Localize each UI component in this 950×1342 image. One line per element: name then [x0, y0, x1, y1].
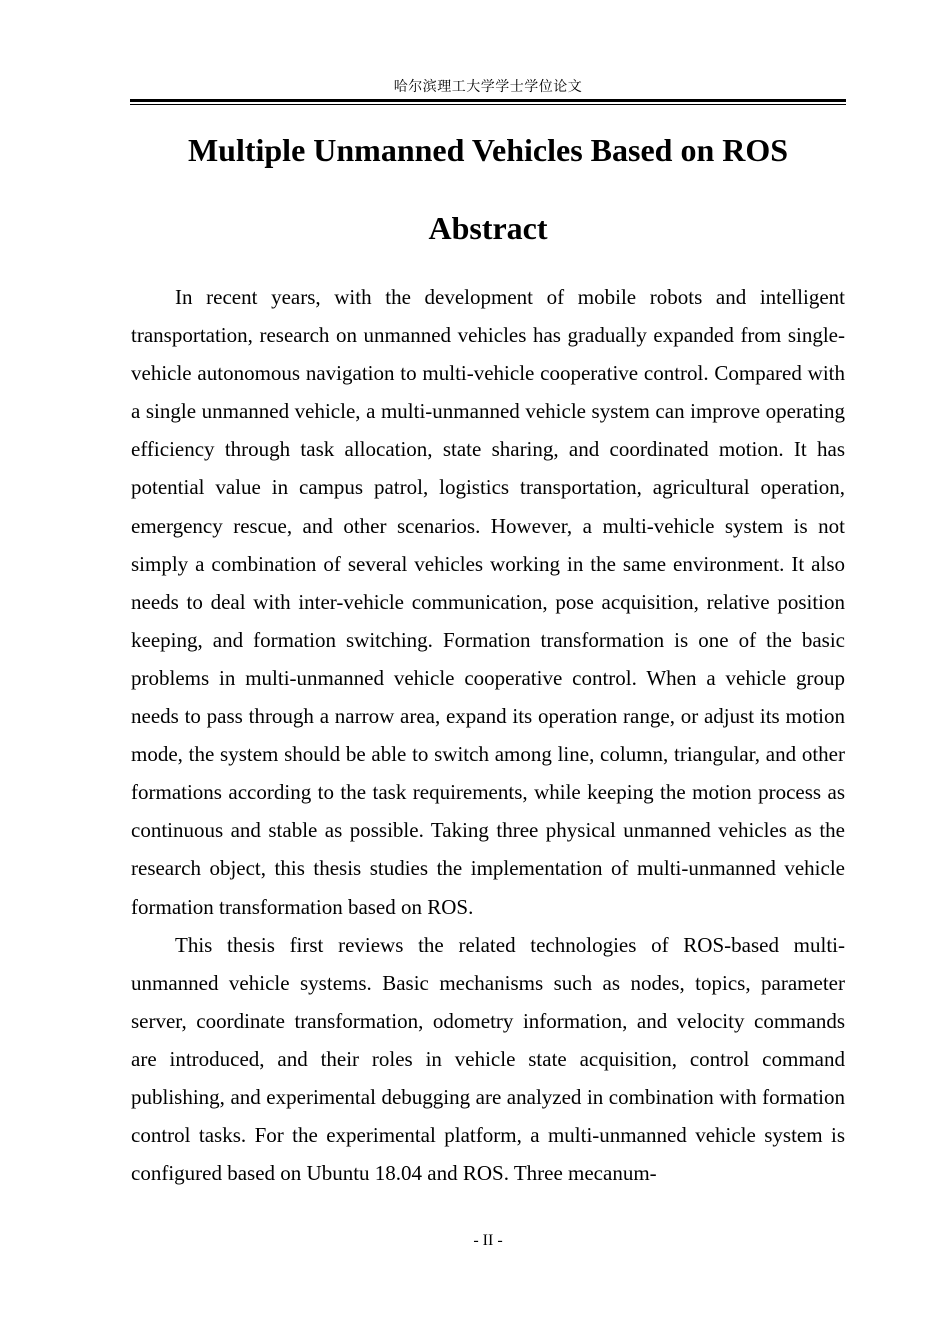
running-header: 哈尔滨理工大学学士学位论文: [393, 79, 583, 95]
thesis-title: Multiple Unmanned Vehicles Based on ROS: [187, 132, 789, 168]
page-number: - II -: [473, 1232, 503, 1249]
abstract-heading: Abstract: [428, 210, 548, 246]
header-rule-thin: [130, 104, 846, 105]
abstract-paragraph-2: This thesis first reviews the related technologies of ROS-based multi-unmanned vehicle systems. Basic mechanisms such as nodes, topics, parameter server, coordinate transformation, odometry information, and velocity commands are introduced, and their roles in vehicle state acquisition, control command publishing, and experimental debugging are analyzed in combination with formation control tasks. For the experimental platform, a multi-unmanned vehicle system is configured based on Ubuntu 18.04 and ROS. Three mecanum-: [131, 932, 845, 1186]
header-rule-thick: [130, 99, 846, 102]
abstract-body: [131, 278, 845, 1192]
abstract-paragraph-1: In recent years, with the development of mobile robots and intelligent transportation, research on unmanned vehicles has gradually expanded from single-vehicle autonomous navigation to multi-vehicle cooperative control. Compared with a single unmanned vehicle, a multi-unmanned vehicle system can improve operating efficiency through task allocation, state sharing, and coordinated motion. It has potential value in campus patrol, logistics transportation, agricultural operation, emergency rescue, and other scenarios. However, a multi-vehicle system is not simply a combination of several vehicles working in the same environment. It also needs to deal with inter-vehicle communication, pose acquisition, relative position keeping, and formation switching. Formation transformation is one of the basic problems in multi-unmanned vehicle cooperative control. When a vehicle group needs to pass through a narrow area, expand its operation range, or adjust its motion mode, the system should be able to switch among line, column, triangular, and other formations according to the task requirements, while keeping the motion process as continuous and stable as possible. Taking three physical unmanned vehicles as the research object, this thesis studies the implementation of multi-unmanned vehicle formation transformation based on ROS.: [131, 285, 845, 919]
